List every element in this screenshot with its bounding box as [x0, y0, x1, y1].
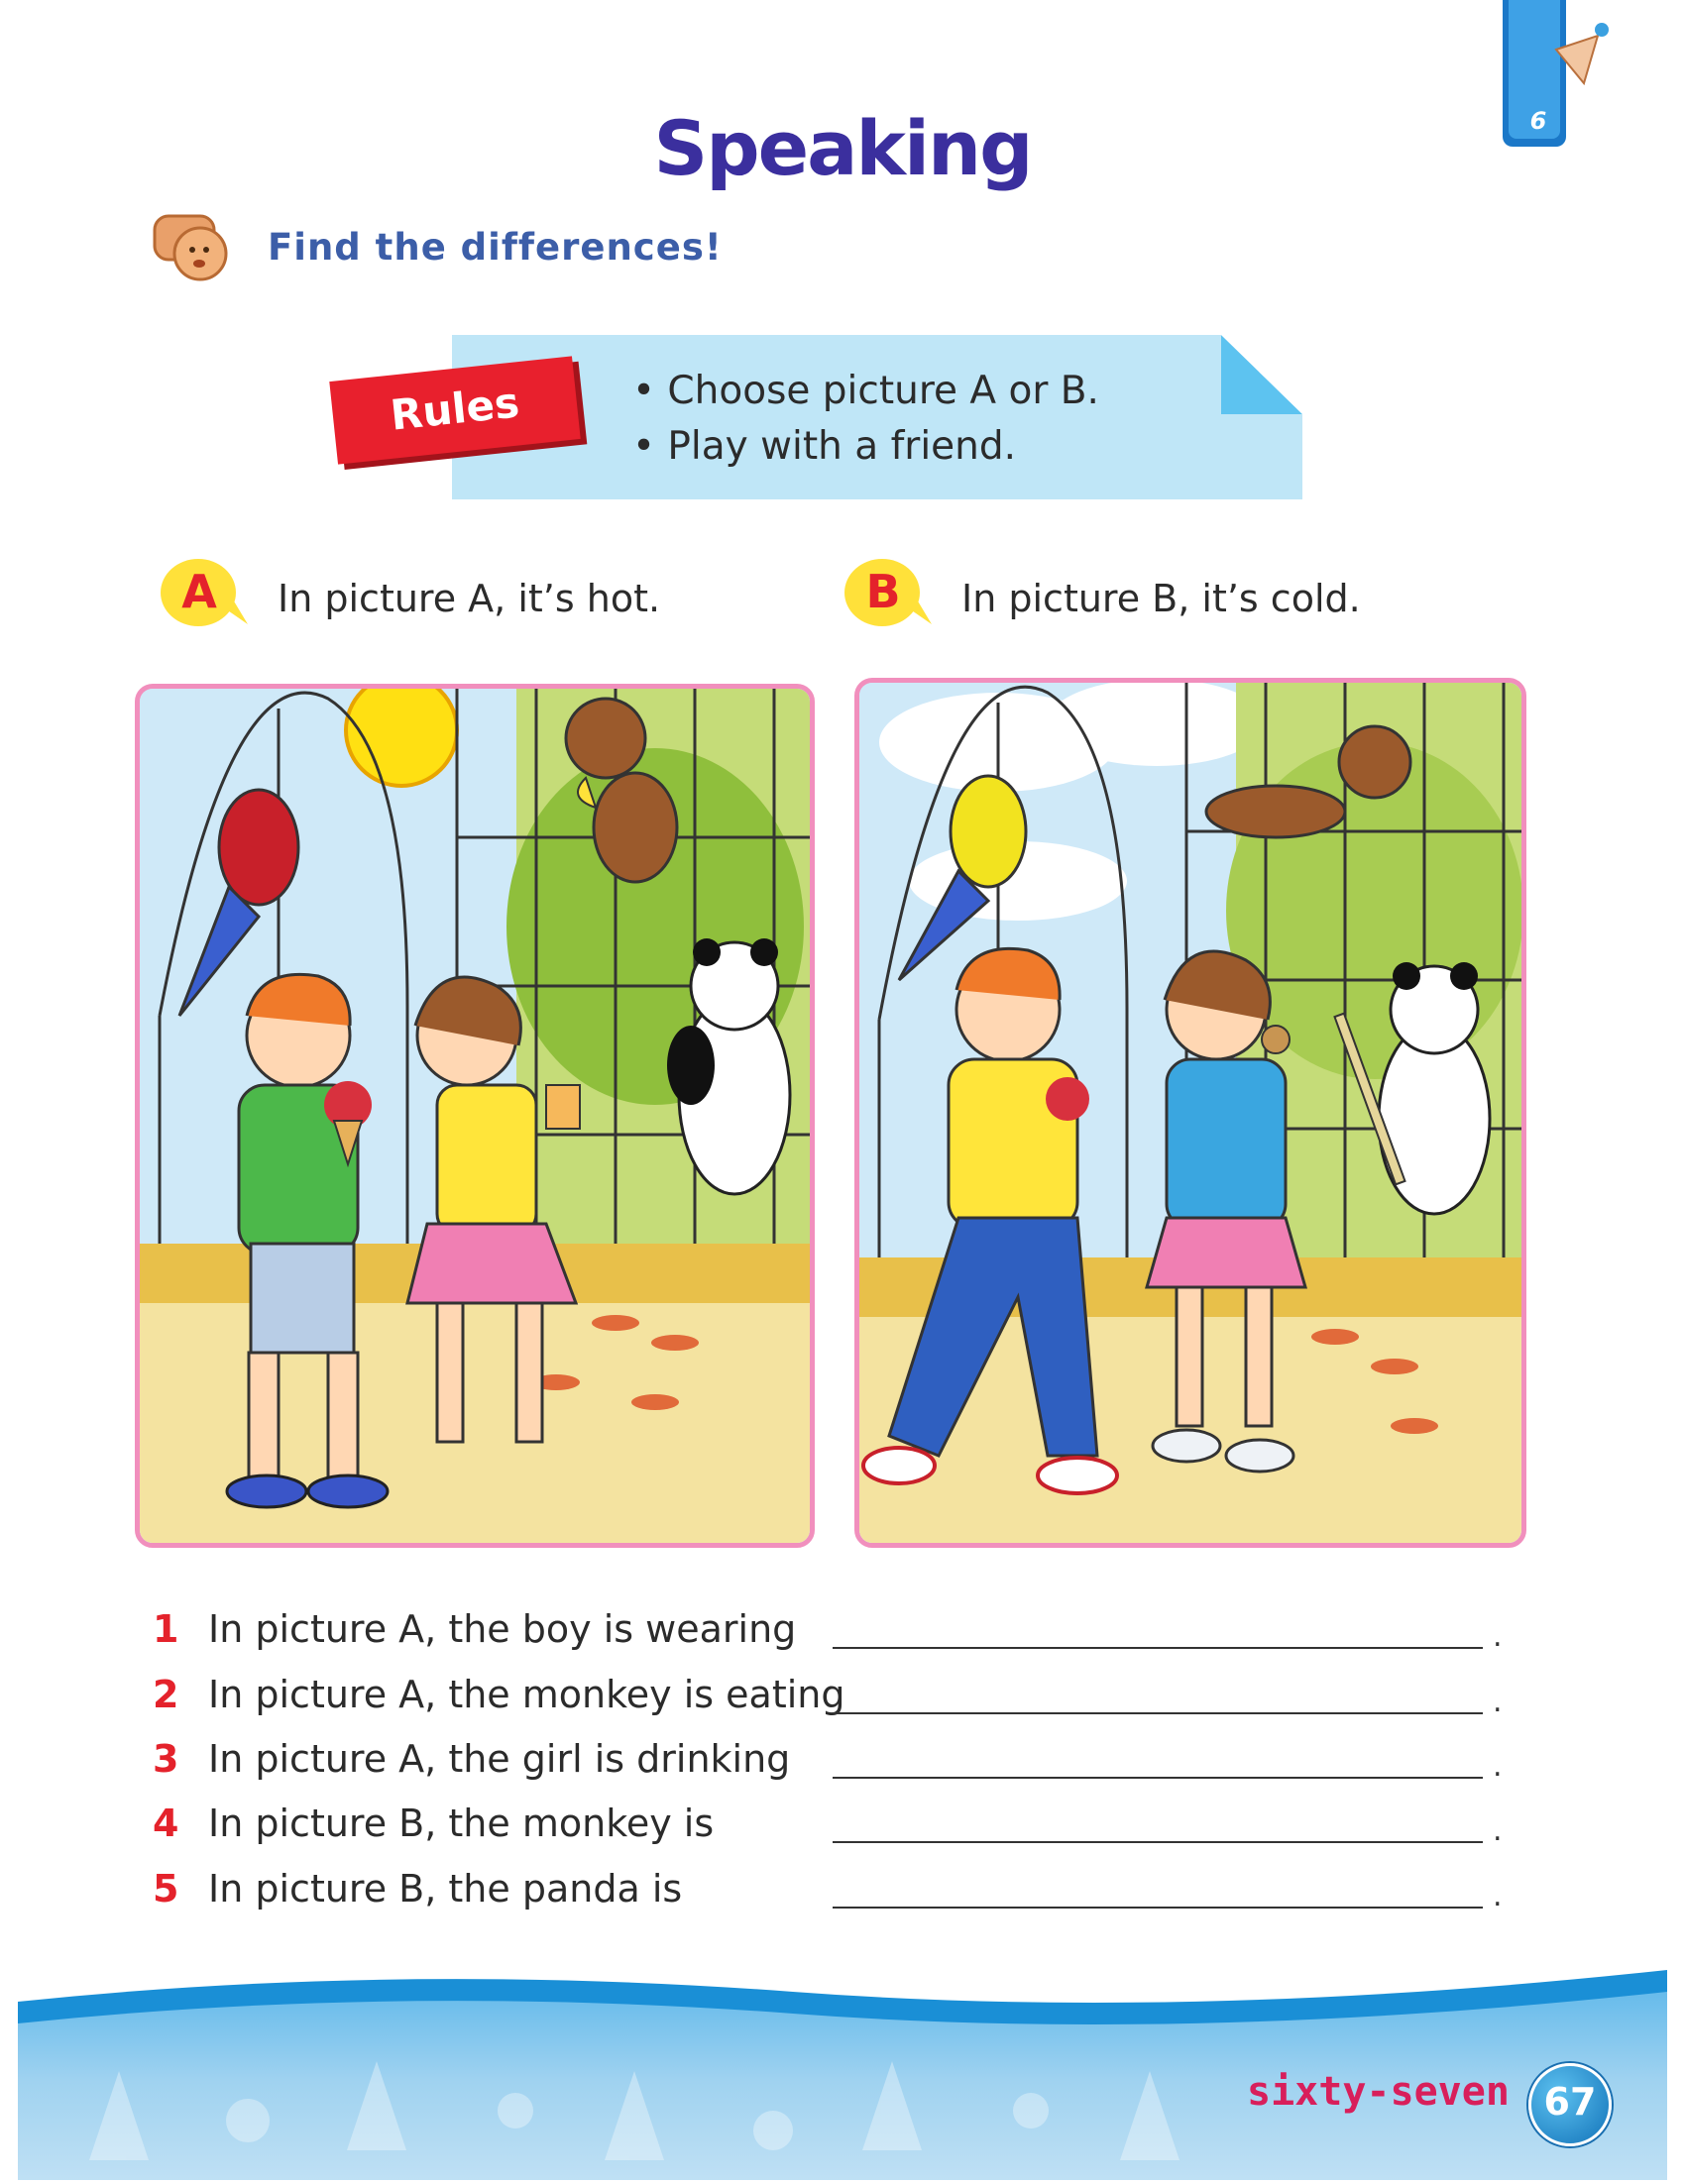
rules-box-fold	[1221, 335, 1302, 414]
question-item	[153, 1802, 714, 1845]
answer-period: .	[1493, 1749, 1503, 1784]
picture-b	[854, 678, 1526, 1548]
option-a-text: In picture A, it’s hot.	[278, 577, 661, 620]
question-number: 5	[153, 1867, 179, 1911]
answer-line[interactable]	[833, 1777, 1483, 1779]
answer-line[interactable]	[833, 1712, 1483, 1714]
option-b-letter: B	[865, 565, 901, 618]
question-item	[153, 1607, 796, 1651]
option-a-letter: A	[181, 565, 217, 618]
question-number: 3	[153, 1737, 179, 1781]
unit-number: 6	[1529, 107, 1547, 135]
question-number: 4	[153, 1802, 179, 1845]
rules-box	[452, 335, 1302, 499]
answer-line[interactable]	[833, 1907, 1483, 1909]
page-number-word: sixty-seven	[1247, 2069, 1510, 2115]
answer-period: .	[1493, 1879, 1503, 1913]
answer-line[interactable]	[833, 1841, 1483, 1843]
question-text: In picture B, the monkey is	[208, 1802, 715, 1845]
task-instruction: Find the differences!	[268, 226, 723, 269]
answer-period: .	[1493, 1813, 1503, 1848]
rules-tag-label: Rules	[388, 378, 522, 440]
answer-period: .	[1493, 1685, 1503, 1719]
page-number: 67	[1543, 2080, 1597, 2124]
question-text: In picture A, the boy is wearing	[208, 1607, 797, 1651]
question-number: 1	[153, 1607, 179, 1651]
question-item	[153, 1737, 790, 1781]
answer-line[interactable]	[833, 1647, 1483, 1649]
question-number: 2	[153, 1673, 179, 1716]
question-text: In picture B, the panda is	[208, 1867, 683, 1911]
option-b-text: In picture B, it’s cold.	[961, 577, 1361, 620]
rule-item: • Play with a friend.	[632, 424, 1017, 469]
rule-item: • Choose picture A or B.	[632, 369, 1099, 413]
question-item	[153, 1673, 844, 1716]
answer-period: .	[1493, 1619, 1503, 1654]
question-text: In picture A, the monkey is eating	[208, 1673, 845, 1716]
page-title: Speaking	[653, 104, 1032, 192]
speaking-icon	[151, 212, 232, 283]
question-item	[153, 1867, 682, 1911]
question-text: In picture A, the girl is drinking	[208, 1737, 791, 1781]
picture-a	[135, 684, 815, 1548]
